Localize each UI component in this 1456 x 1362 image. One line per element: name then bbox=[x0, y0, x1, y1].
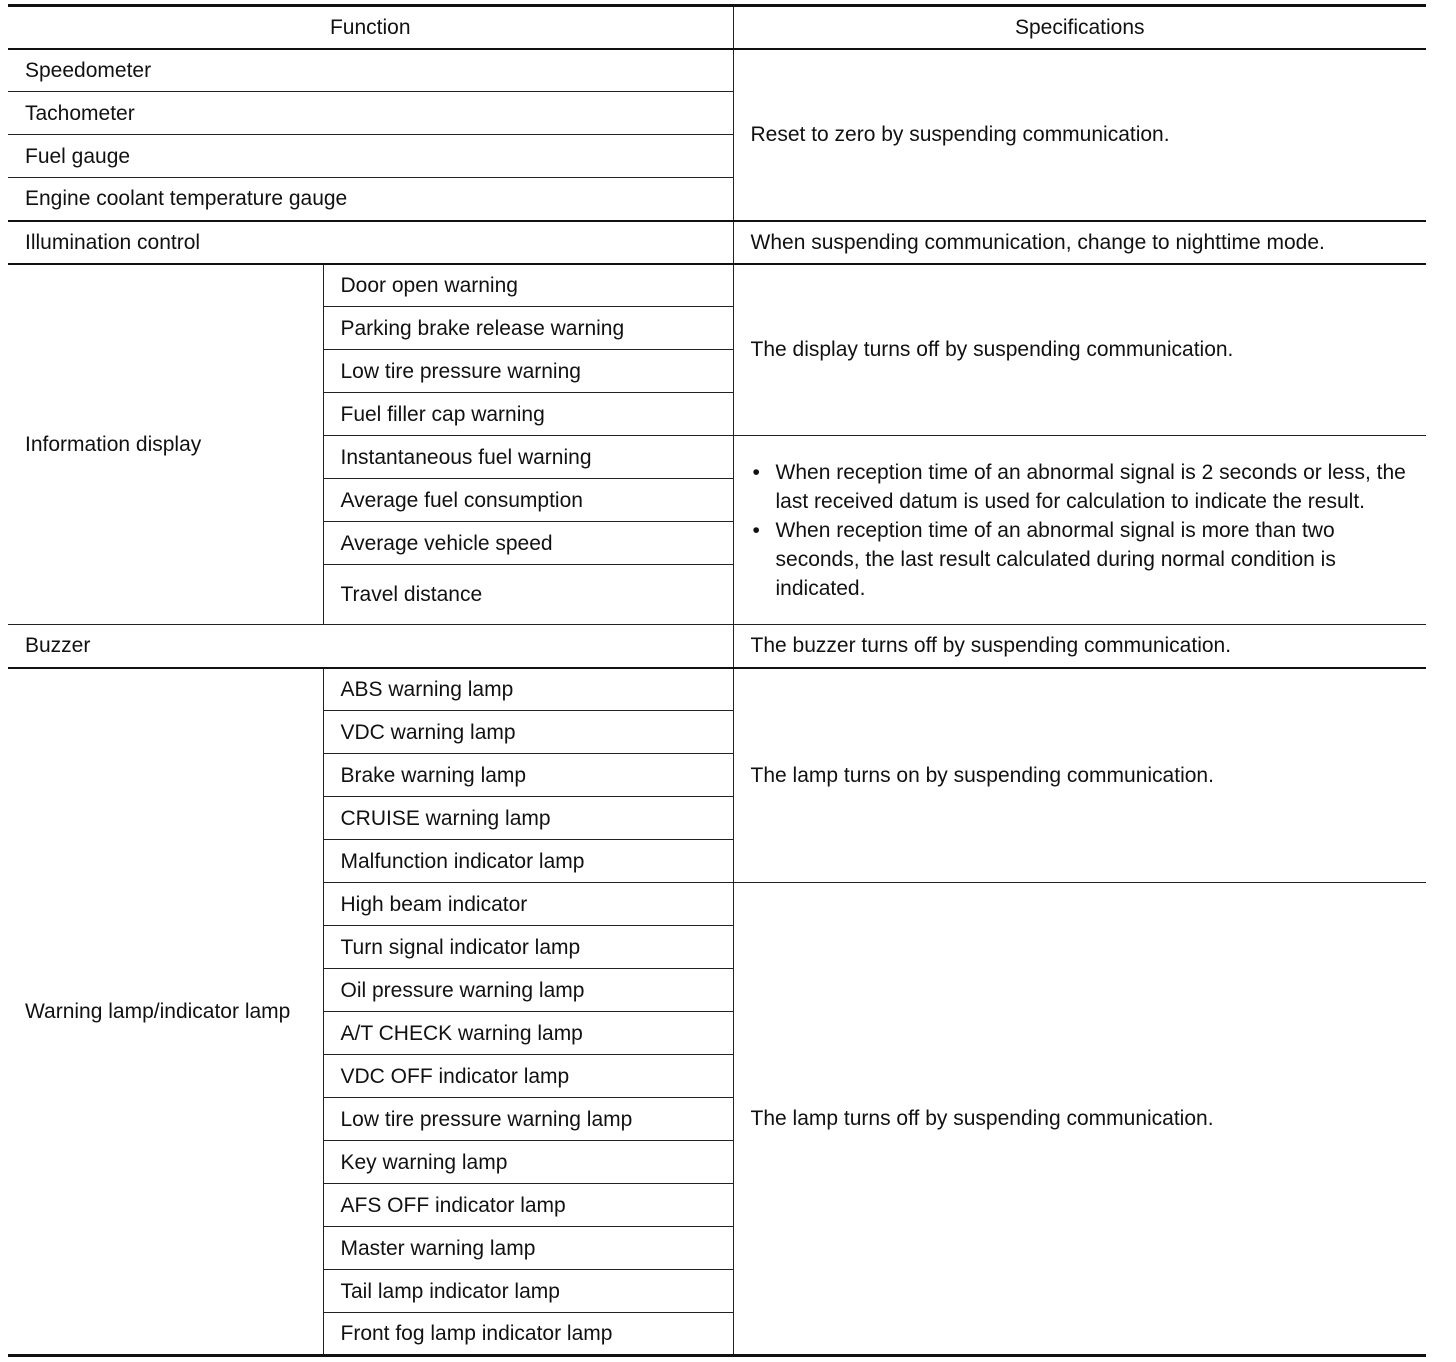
function-speedometer: Speedometer bbox=[8, 49, 733, 92]
function-warning-lamps: Warning lamp/indicator lamp bbox=[8, 668, 323, 1356]
lamp-item: Tail lamp indicator lamp bbox=[323, 1270, 733, 1313]
header-specifications: Specifications bbox=[733, 6, 1426, 49]
info-item: Parking brake release warning bbox=[323, 307, 733, 350]
lamp-item: AFS OFF indicator lamp bbox=[323, 1184, 733, 1227]
table-row bbox=[8, 49, 1426, 92]
spec-bullet: • When reception time of an abnormal signal is 2 seconds or less, the last received datum is used for calculation to indicate the result. bbox=[751, 458, 1427, 516]
header-function: Function bbox=[8, 6, 733, 49]
lamp-item: High beam indicator bbox=[323, 883, 733, 926]
table-header-row bbox=[8, 6, 1426, 49]
lamp-item: Master warning lamp bbox=[323, 1227, 733, 1270]
function-specifications-table bbox=[8, 4, 1426, 1357]
lamp-item: ABS warning lamp bbox=[323, 668, 733, 711]
function-tachometer: Tachometer bbox=[8, 92, 733, 135]
function-buzzer: Buzzer bbox=[8, 625, 733, 668]
function-illumination: Illumination control bbox=[8, 221, 733, 264]
function-information-display: Information display bbox=[8, 264, 323, 625]
info-item: Low tire pressure warning bbox=[323, 350, 733, 393]
lamp-item: VDC warning lamp bbox=[323, 711, 733, 754]
table-row bbox=[8, 668, 1426, 711]
lamp-item: A/T CHECK warning lamp bbox=[323, 1012, 733, 1055]
info-item: Travel distance bbox=[323, 565, 733, 625]
function-coolant-gauge: Engine coolant temperature gauge bbox=[8, 178, 733, 221]
info-item: Average vehicle speed bbox=[323, 522, 733, 565]
spec-lamps-off: The lamp turns off by suspending communication. bbox=[733, 883, 1426, 1356]
info-item: Instantaneous fuel warning bbox=[323, 436, 733, 479]
info-item: Average fuel consumption bbox=[323, 479, 733, 522]
spec-buzzer: The buzzer turns off by suspending communication. bbox=[733, 625, 1426, 668]
info-item: Door open warning bbox=[323, 264, 733, 307]
spec-info-display-b bbox=[733, 436, 1426, 625]
spec-gauges: Reset to zero by suspending communication. bbox=[733, 49, 1426, 221]
lamp-item: Malfunction indicator lamp bbox=[323, 840, 733, 883]
spec-bullet-list bbox=[751, 458, 1427, 603]
info-item: Fuel filler cap warning bbox=[323, 393, 733, 436]
lamp-item: VDC OFF indicator lamp bbox=[323, 1055, 733, 1098]
lamp-item: Brake warning lamp bbox=[323, 754, 733, 797]
lamp-item: Front fog lamp indicator lamp bbox=[323, 1313, 733, 1356]
table-row bbox=[8, 264, 1426, 307]
spec-bullet: • When reception time of an abnormal signal is more than two seconds, the last result calculated during normal condition is indicated. bbox=[751, 516, 1427, 603]
spec-illumination: When suspending communication, change to nighttime mode. bbox=[733, 221, 1426, 264]
lamp-item: Oil pressure warning lamp bbox=[323, 969, 733, 1012]
lamp-item: Turn signal indicator lamp bbox=[323, 926, 733, 969]
lamp-item: Key warning lamp bbox=[323, 1141, 733, 1184]
spec-table-container bbox=[8, 4, 1426, 1357]
lamp-item: Low tire pressure warning lamp bbox=[323, 1098, 733, 1141]
table-row bbox=[8, 625, 1426, 668]
function-fuel-gauge: Fuel gauge bbox=[8, 135, 733, 178]
table-row bbox=[8, 221, 1426, 264]
lamp-item: CRUISE warning lamp bbox=[323, 797, 733, 840]
spec-lamps-on: The lamp turns on by suspending communication. bbox=[733, 668, 1426, 883]
spec-info-display-a: The display turns off by suspending communication. bbox=[733, 264, 1426, 436]
